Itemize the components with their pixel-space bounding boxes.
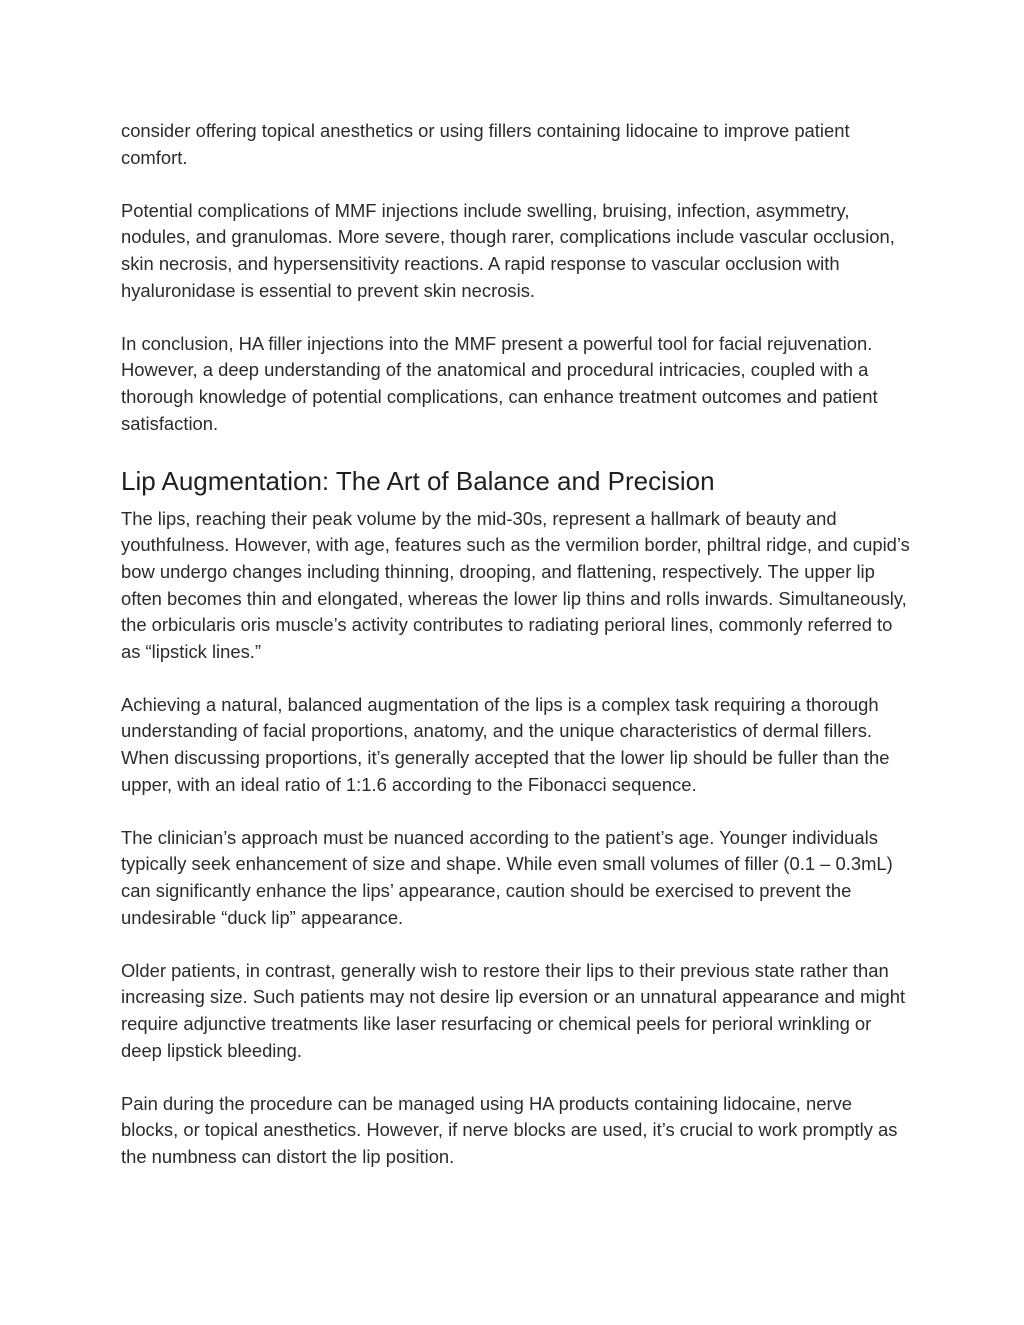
section-heading-lip-augmentation: Lip Augmentation: The Art of Balance and Precision bbox=[121, 465, 715, 496]
paragraph-younger-patients: The clinician’s approach must be nuanced according to the patient’s age. Younger individuals typically seek enhancement of size and shape. While even small volumes of filler (0.1 – 0.3mL) can significantly enhance the lips’ appearance, caution should be exercised to prevent the undesirable “duck lip” appearance. bbox=[121, 826, 893, 928]
paragraph-older-patients: Older patients, in contrast, generally wish to restore their lips to their previous state rather than increasing size. Such patients may not desire lip eversion or an unnatural appearance and might require adjunctive treatments like laser resurfacing or chemical peels for perioral wrinkling or deep lipstick bleeding. bbox=[121, 959, 906, 1061]
paragraph-complications: Potential complications of MMF injections include swelling, bruising, infection, asymmetry, nodules, and granulomas. More severe, though rarer, complications include vascular occlusion, skin necrosis, and hypersensitivity reactions. A rapid response to vascular occlusion with hyaluronidase is essential to prevent skin necrosis. bbox=[121, 199, 895, 301]
paragraph-proportions: Achieving a natural, balanced augmentation of the lips is a complex task requiring a thorough understanding of facial proportions, anatomy, and the unique characteristics of dermal fillers. When discussing proportions, it’s generally accepted that the lower lip should be fuller than the upper, with an ideal ratio of 1:1.6 according to the Fibonacci sequence. bbox=[121, 693, 890, 795]
paragraph-pain-management: Pain during the procedure can be managed using HA products containing lidocaine, nerve blocks, or topical anesthetics. However, if nerve blocks are used, it’s crucial to work promptly as the numbness can distort the lip position. bbox=[121, 1092, 898, 1167]
paragraph-conclusion: In conclusion, HA filler injections into the MMF present a powerful tool for facial rejuvenation. However, a deep understanding of the anatomical and procedural intricacies, coupled with a thorough knowledge of potential complications, can enhance treatment outcomes and patient satisfaction. bbox=[121, 332, 878, 434]
paragraph-lip-aging: The lips, reaching their peak volume by the mid-30s, represent a hallmark of beauty and youthfulness. However, with age, features such as the vermilion border, philtral ridge, and cupid’s bow undergo changes including thinning, drooping, and flattening, respectively. The upper lip often becomes thin and elongated, whereas the lower lip thins and rolls inwards. Simultaneously, the orbicularis oris muscle’s activity contributes to radiating perioral lines, commonly referred to as “lipstick lines.” bbox=[121, 507, 910, 662]
document-page bbox=[121, 118, 911, 1197]
paragraph-topical-anesthetics: consider offering topical anesthetics or using fillers containing lidocaine to improve patient comfort. bbox=[121, 120, 850, 168]
